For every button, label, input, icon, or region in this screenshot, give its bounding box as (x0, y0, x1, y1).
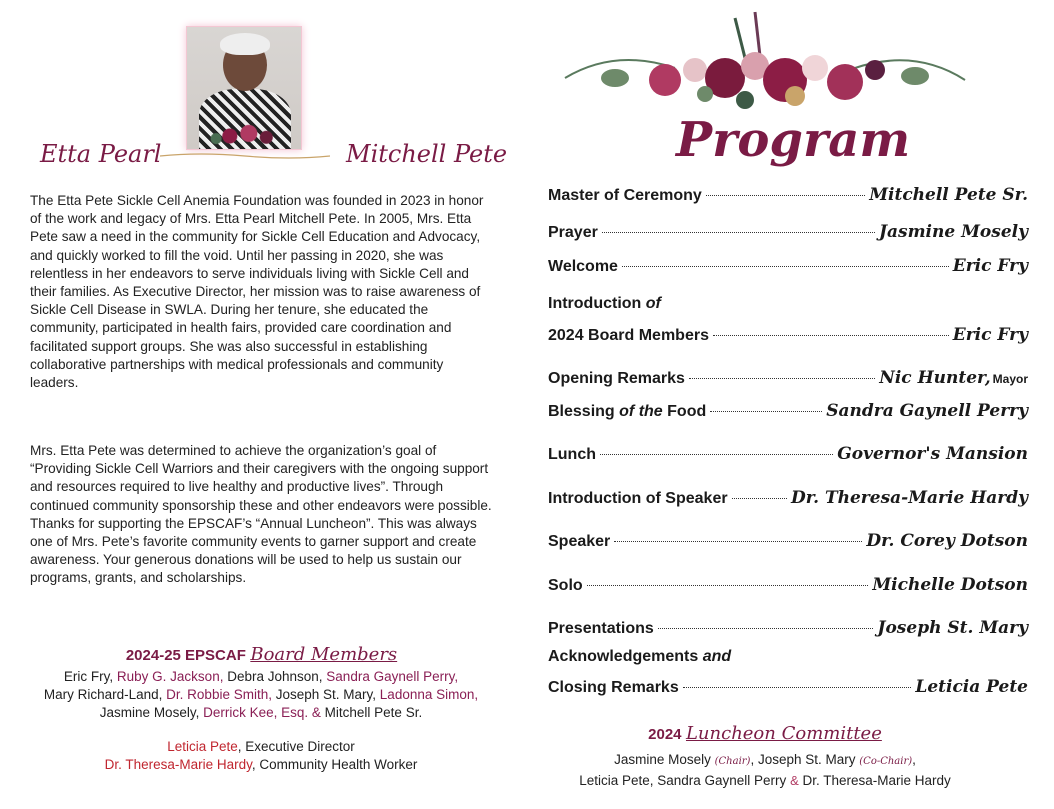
program-row-welcome (548, 256, 1028, 276)
board-member: Debra Johnson, (227, 669, 323, 684)
staff-list (30, 738, 492, 774)
program-row-introduction-of (548, 295, 661, 313)
mission-paragraph: Mrs. Etta Pete was determined to achieve the organization’s goal of “Providing Sickle Cell Warriors and their caregivers with the ongoing support and resources required to live healthy and productive lives”. Through continued community sponsorship these and other endeavors were possible. Thanks for supporting the EPSCAF’s “Annual Luncheon”. This was always one of Mrs. Pete’s favorite community events to garner support and create awareness. Your generous donations will be used to help us sustain our programs, grants, and scholarships. (30, 443, 492, 586)
board-member: Mary Richard-Land, (43, 687, 163, 702)
program-title: Program (676, 112, 911, 168)
dot-leader (706, 195, 865, 196)
program-row-presentations (548, 618, 1028, 638)
board-member: Jasmine Mosely, (99, 705, 200, 720)
dot-leader (658, 628, 874, 629)
program-row-solo (548, 575, 1028, 595)
decorative-swirl-icon (160, 150, 330, 162)
honoree-photo (186, 26, 302, 150)
honoree-last-name: Mitchell Pete (346, 140, 508, 168)
committee-heading-title: Luncheon Committee (685, 723, 882, 744)
program-label-italic: of (645, 295, 661, 312)
dot-leader (683, 687, 912, 688)
program-label: Master of Ceremony (548, 187, 702, 204)
ampersand-icon: & (790, 773, 799, 788)
board-member: Mitchell Pete Sr. (324, 705, 423, 720)
program-value: Governor's Mansion (837, 444, 1028, 464)
program-row-introduction-of-speaker (548, 488, 1028, 508)
committee-heading (540, 723, 990, 744)
program-value: Jasmine Mosely (878, 222, 1028, 242)
program-label: Blessing (548, 403, 615, 420)
dot-leader (602, 232, 875, 233)
board-member-list (30, 668, 492, 722)
staff-name: Leticia Pete (167, 739, 238, 754)
committee-member: Dr. Theresa-Marie Hardy (802, 773, 951, 788)
dot-leader (732, 498, 787, 499)
board-member: Sandra Gaynell Perry, (326, 669, 459, 684)
program-label-italic: and (702, 648, 732, 665)
photo-hair (220, 33, 270, 55)
program-row-board-members (548, 325, 1028, 345)
program-label: Speaker (548, 533, 611, 550)
program-row-opening-remarks (548, 368, 1028, 388)
program-label: Introduction of Speaker (548, 490, 728, 507)
program-value: Dr. Theresa-Marie Hardy (791, 488, 1028, 508)
program-row-master-of-ceremony (548, 185, 1028, 205)
committee-list (540, 750, 990, 790)
board-member: Ladonna Simon, (379, 687, 479, 702)
committee-member: Leticia Pete, Sandra Gaynell Perry (579, 773, 787, 788)
program-row-speaker (548, 531, 1028, 551)
program-label: Opening Remarks (548, 370, 685, 387)
board-member: Joseph St. Mary, (275, 687, 377, 702)
program-row-blessing (548, 401, 1028, 421)
program-row-closing-remarks (548, 677, 1028, 697)
committee-separator: , (912, 752, 916, 767)
program-value: Eric Fry (952, 256, 1028, 276)
staff-row (30, 756, 492, 774)
program-row-acknowledgements (548, 648, 731, 666)
committee-role-tag: (Co-Chair) (859, 756, 913, 767)
dot-leader (587, 585, 869, 586)
program-value: Joseph St. Mary (877, 618, 1028, 638)
program-label: Closing Remarks (548, 679, 679, 696)
program-value: Leticia Pete (915, 677, 1028, 697)
program-label: Solo (548, 577, 583, 594)
program-label: Prayer (548, 224, 598, 241)
committee-heading-year: 2024 (648, 726, 682, 743)
dot-leader (614, 541, 862, 542)
dot-leader (622, 266, 949, 267)
program-value: Nic Hunter, (879, 368, 991, 388)
program-label: Welcome (548, 258, 618, 275)
board-member: Eric Fry, (63, 669, 114, 684)
program-label-italic: of the (619, 403, 663, 420)
program-label: Presentations (548, 620, 654, 637)
dot-leader (710, 411, 822, 412)
program-row-lunch (548, 444, 1028, 464)
dot-leader (600, 454, 833, 455)
staff-role: , Executive Director (237, 739, 355, 754)
program-value: Michelle Dotson (872, 575, 1028, 595)
program-label-tail: Food (667, 403, 707, 420)
board-heading-title: Board Members (250, 644, 398, 665)
program-value: Mitchell Pete Sr. (869, 185, 1028, 205)
history-paragraph: The Etta Pete Sickle Cell Anemia Foundation was founded in 2023 in honor of the work and legacy of Mrs. Etta Pearl Mitchell Pete. In 2005, Mrs. Etta Pete saw a need in the community for Sickle Cell Education and Advocacy, and quickly worked to fill the void. Until her passing in 2020, she was relentless in her endeavors to serve individuals living with Sickle Cell and their families. As Executive Director, her mission was to raise awareness of Sickle Cell Disease in SWLA. During her tenure, she educated the community, participated in health fairs, provided care coordination and facilitated support groups. She was also successful in establishing collaborative partnerships with medical professionals and community leaders. (30, 193, 484, 391)
program-value: Sandra Gaynell Perry (826, 401, 1028, 421)
program-label: Acknowledgements (548, 648, 699, 665)
committee-row (540, 771, 990, 790)
staff-row (30, 738, 492, 756)
committee-role-tag: (Chair) (714, 756, 751, 767)
photo-flowers (207, 123, 283, 149)
staff-name: Dr. Theresa-Marie Hardy (104, 757, 252, 772)
program-label: Lunch (548, 446, 596, 463)
board-member: Derrick Kee, Esq. & (203, 705, 321, 720)
program-value: Eric Fry (952, 325, 1028, 345)
program-row-prayer (548, 222, 1028, 242)
board-member: Dr. Robbie Smith, (166, 687, 272, 702)
program-label: 2024 Board Members (548, 327, 709, 344)
program-value-suffix: Mayor (992, 372, 1028, 386)
committee-row (540, 750, 990, 771)
dot-leader (713, 335, 949, 336)
board-member: Ruby G. Jackson, (116, 669, 224, 684)
staff-role: , Community Health Worker (251, 757, 418, 772)
honoree-first-name: Etta Pearl (40, 140, 162, 168)
program-value: Dr. Corey Dotson (866, 531, 1028, 551)
dot-leader (689, 378, 875, 379)
floral-banner-icon (555, 8, 975, 128)
committee-member: Jasmine Mosely (614, 752, 711, 767)
board-heading (0, 644, 523, 665)
program-label: Introduction (548, 295, 642, 312)
committee-member: , Joseph St. Mary (750, 752, 856, 767)
board-heading-year: 2024-25 EPSCAF (125, 647, 246, 664)
